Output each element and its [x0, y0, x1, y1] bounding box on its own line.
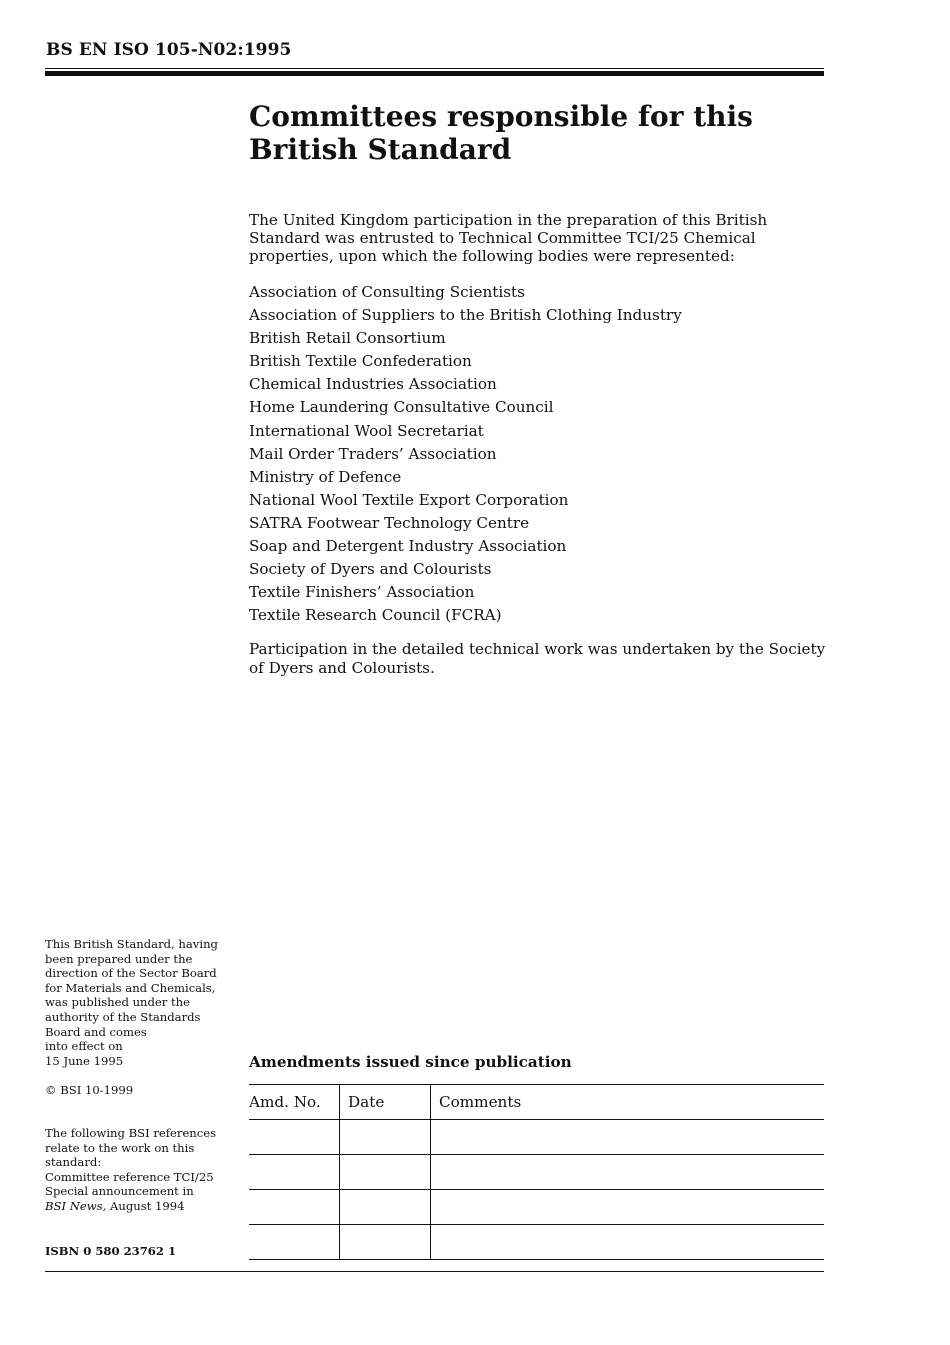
bsi-news-title: BSI News,: [45, 1198, 107, 1213]
committee-reference: Committee reference TCI/25: [45, 1169, 214, 1184]
list-item: Soap and Detergent Industry Association: [249, 537, 567, 556]
publication-note-line: into effect on: [45, 1039, 123, 1054]
table-cell: [249, 1120, 340, 1155]
represented-bodies-list: [249, 281, 682, 627]
amendments-heading: Amendments issued since publication: [249, 1053, 572, 1071]
column-header-amd-no: Amd. No.: [249, 1085, 340, 1120]
bsi-news-date: August 1994: [106, 1198, 185, 1213]
effective-date: 15 June 1995: [45, 1053, 124, 1068]
bsi-references-note: [45, 1126, 230, 1214]
header-rule-thick: [45, 71, 824, 76]
list-item: Chemical Industries Association: [249, 375, 497, 394]
publication-note-line: Board and comes: [45, 1024, 147, 1039]
footer-rule-right: [249, 1271, 824, 1272]
publication-note-line: for Materials and Chemicals,: [45, 980, 216, 995]
standard-number: BS EN ISO 105-N02:1995: [46, 40, 292, 60]
page-title-line-2: British Standard: [249, 133, 512, 166]
references-line: standard:: [45, 1155, 102, 1170]
list-item: Textile Research Council (FCRA): [249, 606, 502, 625]
references-line: Special announcement in: [45, 1184, 194, 1199]
column-header-date: Date: [340, 1085, 431, 1120]
table-cell: [431, 1120, 825, 1155]
table-row: [249, 1190, 824, 1225]
publication-note-line: direction of the Sector Board: [45, 966, 217, 981]
page-title: [249, 100, 809, 166]
list-item: Home Laundering Consultative Council: [249, 398, 554, 417]
footer-rule-left: [45, 1271, 249, 1272]
table-cell: [340, 1225, 431, 1260]
publication-note: [45, 937, 230, 1068]
list-item: Association of Consulting Scientists: [249, 283, 525, 301]
list-item: International Wool Secretariat: [249, 421, 484, 440]
publication-note-line: authority of the Standards: [45, 1009, 201, 1024]
references-line: relate to the work on this: [45, 1140, 195, 1155]
amendments-table: [249, 1084, 824, 1260]
intro-paragraph: The United Kingdom participation in the preparation of this British Standard was entrusted to Technical Committee TCI/25 Chemical properties, upon which the following bodies were represented:: [249, 211, 768, 265]
participation-paragraph: Participation in the detailed technical work was undertaken by the Society of Dyers and Colourists.: [249, 640, 826, 677]
list-item: Society of Dyers and Colourists: [249, 560, 492, 579]
table-row: [249, 1225, 824, 1260]
list-item: Association of Suppliers to the British Clothing Industry: [249, 306, 682, 325]
header-rule-thin: [45, 68, 824, 69]
copyright-notice: © BSI 10-1999: [45, 1083, 134, 1097]
table-cell: [340, 1155, 431, 1190]
publication-note-line: This British Standard, having: [45, 937, 218, 951]
table-cell: [340, 1120, 431, 1155]
isbn: ISBN 0 580 23762 1: [45, 1244, 177, 1258]
references-line: The following BSI references: [45, 1126, 217, 1140]
publication-note-line: been prepared under the: [45, 951, 193, 966]
list-item: Mail Order Traders’ Association: [249, 444, 497, 463]
list-item: Ministry of Defence: [249, 467, 402, 486]
table-cell: [431, 1155, 825, 1190]
table-row: [249, 1120, 824, 1155]
list-item: British Retail Consortium: [249, 329, 446, 348]
table-cell: [249, 1190, 340, 1225]
publication-note-line: was published under the: [45, 995, 191, 1010]
column-header-comments: Comments: [431, 1085, 825, 1120]
list-item: British Textile Confederation: [249, 352, 472, 371]
list-item: Textile Finishers’ Association: [249, 583, 475, 602]
table-row: [249, 1155, 824, 1190]
table-cell: [340, 1190, 431, 1225]
table-cell: [431, 1225, 825, 1260]
table-header-row: [249, 1085, 824, 1120]
page-title-line-1: Committees responsible for this: [249, 100, 753, 133]
list-item: National Wool Textile Export Corporation: [249, 490, 569, 509]
list-item: SATRA Footwear Technology Centre: [249, 513, 530, 532]
table-cell: [431, 1190, 825, 1225]
table-cell: [249, 1155, 340, 1190]
table-cell: [249, 1225, 340, 1260]
